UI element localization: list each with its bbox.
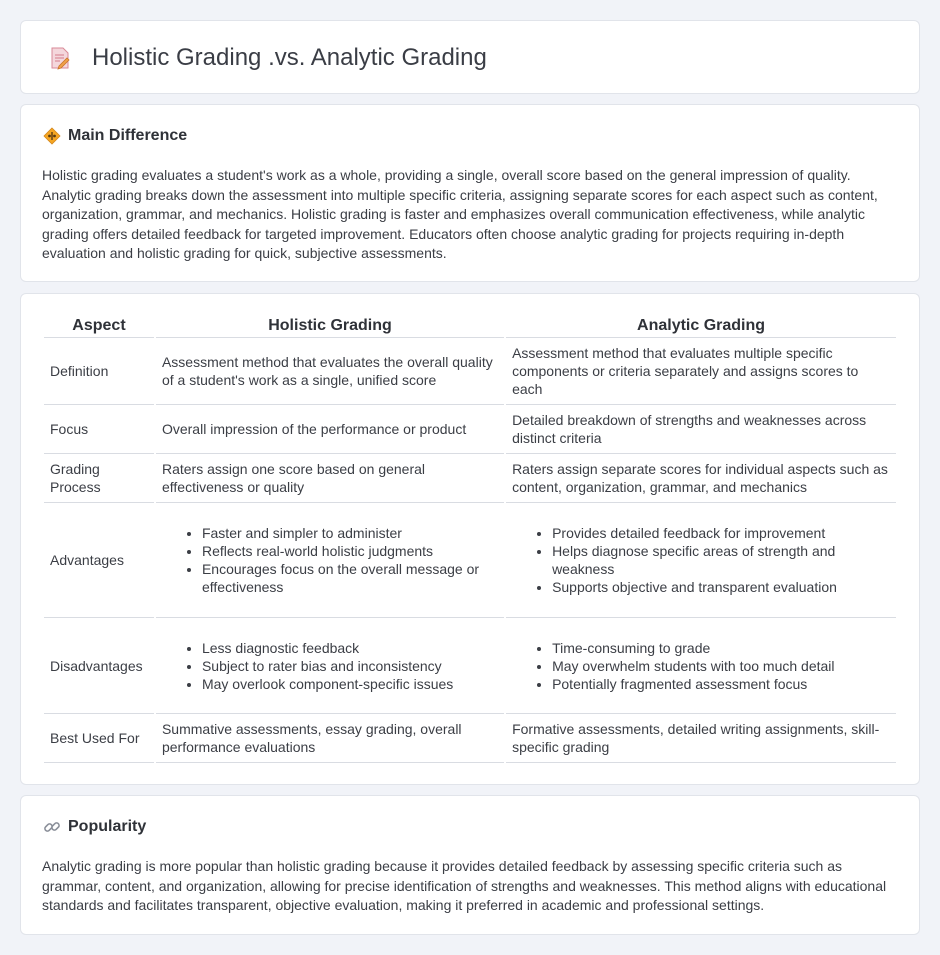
analytic-disadvantages-list <box>512 639 890 693</box>
list-item: • Encourages focus on the overall message or effectiveness <box>202 560 498 596</box>
row-aspect: Focus <box>44 405 154 454</box>
popularity-card <box>20 795 920 935</box>
document-edit-icon <box>47 45 73 71</box>
table-row <box>44 618 896 714</box>
row-analytic <box>506 618 896 714</box>
row-analytic: Formative assessments, detailed writing assignments, skill-specific grading <box>506 714 896 763</box>
list-item: • Reflects real-world holistic judgments <box>202 542 498 560</box>
row-analytic <box>506 503 896 618</box>
row-aspect: Grading Process <box>44 454 154 503</box>
page-title: Holistic Grading .vs. Analytic Grading <box>92 44 487 71</box>
link-icon <box>43 818 61 836</box>
header-card <box>20 20 920 94</box>
holistic-advantages-list <box>162 524 498 596</box>
header-aspect: Aspect <box>44 314 154 338</box>
table-row <box>44 503 896 618</box>
header-analytic: Analytic Grading <box>506 314 896 338</box>
row-holistic: Assessment method that evaluates the overall quality of a student's work as a single, unified score <box>156 338 504 405</box>
row-analytic: Detailed breakdown of strengths and weaknesses across distinct criteria <box>506 405 896 454</box>
comparison-table <box>42 314 898 763</box>
row-aspect: Best Used For <box>44 714 154 763</box>
list-item: • Provides detailed feedback for improvement <box>552 524 890 542</box>
row-analytic: Assessment method that evaluates multiple specific components or criteria separately and assigns scores to each <box>506 338 896 405</box>
popularity-heading <box>43 818 146 836</box>
list-item: • Time-consuming to grade <box>552 639 890 657</box>
table-row <box>44 714 896 763</box>
table-row <box>44 338 896 405</box>
row-holistic <box>156 618 504 714</box>
header-holistic: Holistic Grading <box>156 314 504 338</box>
row-holistic: Summative assessments, essay grading, overall performance evaluations <box>156 714 504 763</box>
main-difference-heading <box>43 127 187 145</box>
popularity-text: Analytic grading is more popular than holistic grading because it provides detailed feedback by assessing specific criteria such as grammar, content, and organization, allowing for precise identification of strengths and weaknesses. This method aligns with educational standards and facilitates transparent, objective evaluation, making it preferred in academic and professional settings. <box>42 858 887 913</box>
main-difference-card <box>20 104 920 282</box>
table-header-row <box>44 314 896 338</box>
analytic-advantages-list <box>512 524 890 596</box>
table-row <box>44 405 896 454</box>
row-holistic: Raters assign one score based on general effectiveness or quality <box>156 454 504 503</box>
list-item: • May overlook component-specific issues <box>202 675 498 693</box>
popularity-title: Popularity <box>68 818 147 835</box>
row-holistic <box>156 503 504 618</box>
list-item: • Subject to rater bias and inconsistency <box>202 657 498 675</box>
list-item: • Faster and simpler to administer <box>202 524 498 542</box>
list-item: • Helps diagnose specific areas of strength and weakness <box>552 542 890 578</box>
comparison-table-card <box>20 293 920 785</box>
row-aspect: Advantages <box>44 503 154 618</box>
list-item: • Less diagnostic feedback <box>202 639 498 657</box>
list-item: • Potentially fragmented assessment focus <box>552 675 890 693</box>
row-aspect: Disadvantages <box>44 618 154 714</box>
main-difference-text: Holistic grading evaluates a student's work as a whole, providing a single, overall score based on the general impression of quality. Analytic grading breaks down the assessment into multiple specific criteria, assigning separate scores for each aspect such as content, organization, grammar, and mechanics. Holistic grading is faster and emphasizes overall communication effectiveness, while analytic grading offers detailed feedback for targeted improvement. Educators often choose analytic grading for projects requiring in-depth evaluation and holistic grading for quick, subjective assessments. <box>42 167 878 261</box>
row-aspect: Definition <box>44 338 154 405</box>
diamond-warning-icon <box>43 127 61 145</box>
row-holistic: Overall impression of the performance or product <box>156 405 504 454</box>
list-item: • Supports objective and transparent evaluation <box>552 578 890 596</box>
row-analytic: Raters assign separate scores for individual aspects such as content, organization, grammar, and mechanics <box>506 454 896 503</box>
main-difference-title: Main Difference <box>68 127 188 144</box>
table-row <box>44 454 896 503</box>
list-item: • May overwhelm students with too much detail <box>552 657 890 675</box>
holistic-disadvantages-list <box>162 639 498 693</box>
